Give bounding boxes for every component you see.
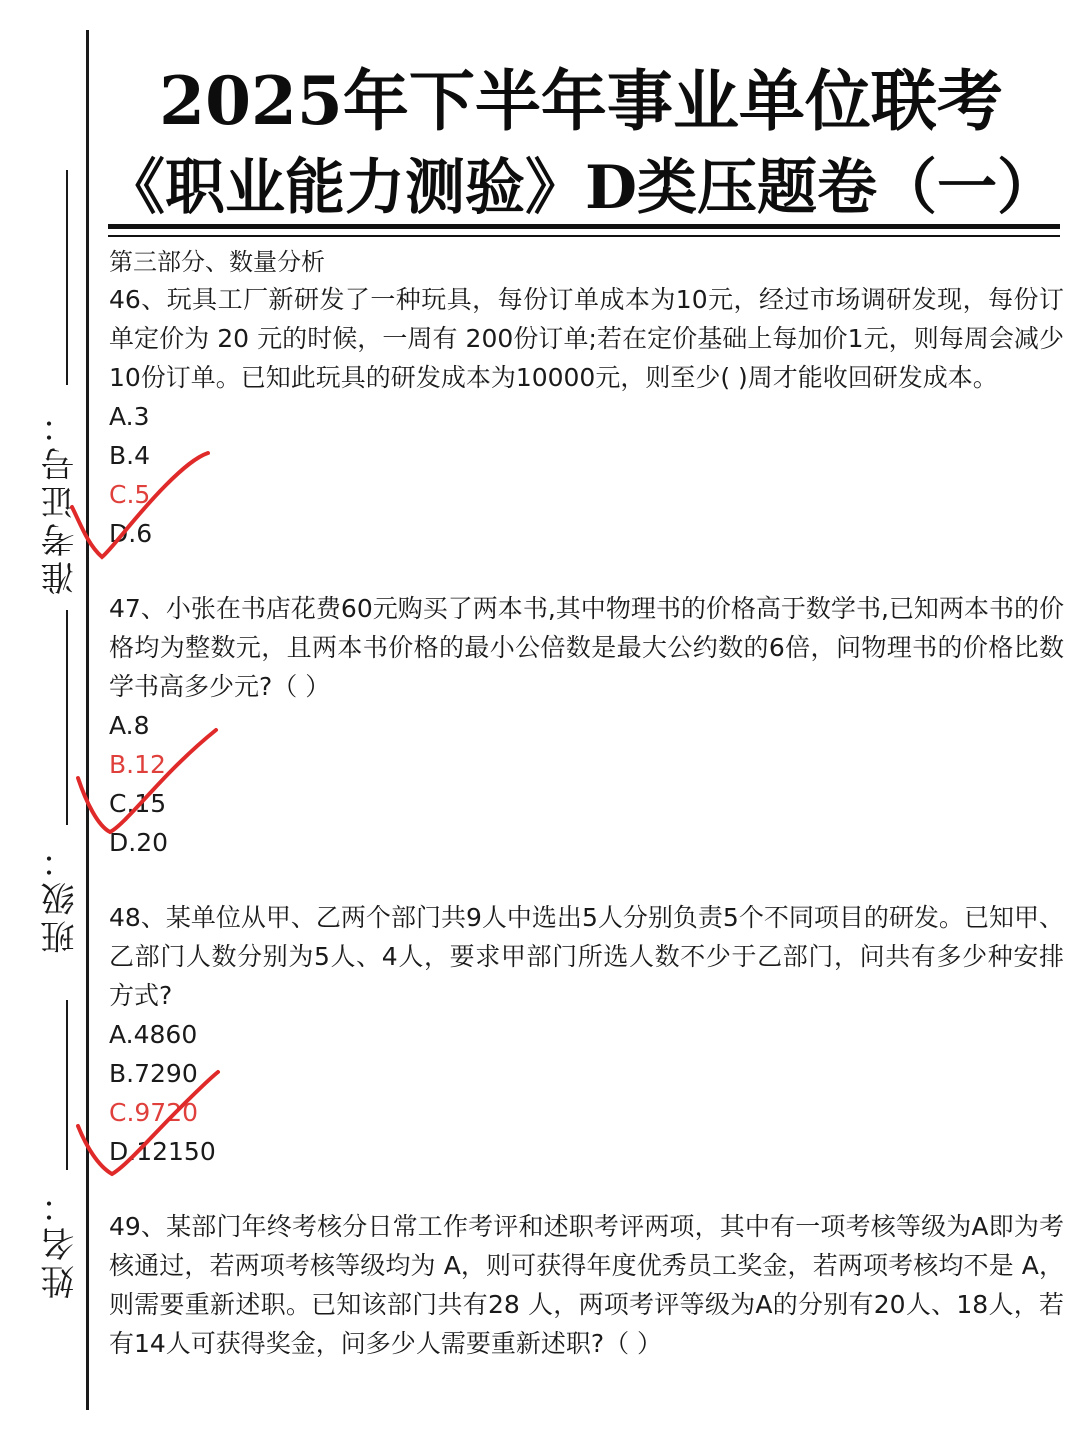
binding-line xyxy=(86,30,89,1410)
question-48 xyxy=(109,898,1064,1171)
option-a: A.8 xyxy=(109,711,150,740)
option-d: D.20 xyxy=(109,828,169,857)
header-rule-thick xyxy=(108,224,1060,229)
question-47 xyxy=(109,589,1064,862)
name-label: 姓名： xyxy=(41,1185,81,1299)
option-c-marked: C.9720 xyxy=(109,1098,199,1127)
class-rule xyxy=(66,610,68,825)
name-rule xyxy=(66,1000,68,1170)
page-title-line1: 2025年下半年事业单位联考 xyxy=(159,62,1003,140)
option-d: D.6 xyxy=(109,519,153,548)
option-d: D.12150 xyxy=(109,1137,216,1166)
option-c: C.15 xyxy=(109,789,167,818)
class-label: 班级： xyxy=(41,840,81,954)
question-text: 48、某单位从甲、乙两个部门共9人中选出5人分别负责5个不同项目的研发。已知甲、乙部门人数分别为5人、4人，要求甲部门所选人数不少于乙部门，问共有多少种安排方式? xyxy=(109,903,1064,1010)
option-a: A.3 xyxy=(109,402,150,431)
question-content xyxy=(109,244,1064,1363)
question-text: 47、小张在书店花费60元购买了两本书,其中物理书的价格高于数学书,已知两本书的价格均为整数元，且两本书价格的最小公倍数是最大公约数的6倍，问物理书的价格比数学书高多少元?（ ） xyxy=(109,594,1064,701)
exam-id-rule xyxy=(66,170,68,385)
question-46 xyxy=(109,280,1064,553)
option-c-marked: C.5 xyxy=(109,480,151,509)
exam-id-label: 准考证号： xyxy=(41,405,81,595)
question-text: 49、某部门年终考核分日常工作考评和述职考评两项，其中有一项考核等级为A即为考核通过，若两项考核等级均为 A，则可获得年度优秀员工奖金，若两项考核均不是 A，则需要重新述职。已知该部门共有28 人，两项考评等级为A的分别有20人、18人，若有14人可获得奖金，问多少人需要重新述职?（ ） xyxy=(109,1212,1064,1358)
option-b: B.7290 xyxy=(109,1059,198,1088)
option-b-marked: B.12 xyxy=(109,750,166,779)
question-text: 46、玩具工厂新研发了一种玩具，每份订单成本为10元，经过市场调研发现，每份订单定价为 20 元的时候，一周有 200份订单;若在定价基础上每加价1元，则每周会减少10份订单。已知此玩具的研发成本为10000元，则至少( )周才能收回研发成本。 xyxy=(109,285,1064,392)
section-title: 第三部分、数量分析 xyxy=(109,248,325,276)
question-49 xyxy=(109,1207,1064,1363)
header-rule-thin xyxy=(108,235,1060,237)
option-a: A.4860 xyxy=(109,1020,198,1049)
page-title-line2: 《职业能力测验》D类压题卷（一） xyxy=(104,153,1058,223)
option-b: B.4 xyxy=(109,441,151,470)
